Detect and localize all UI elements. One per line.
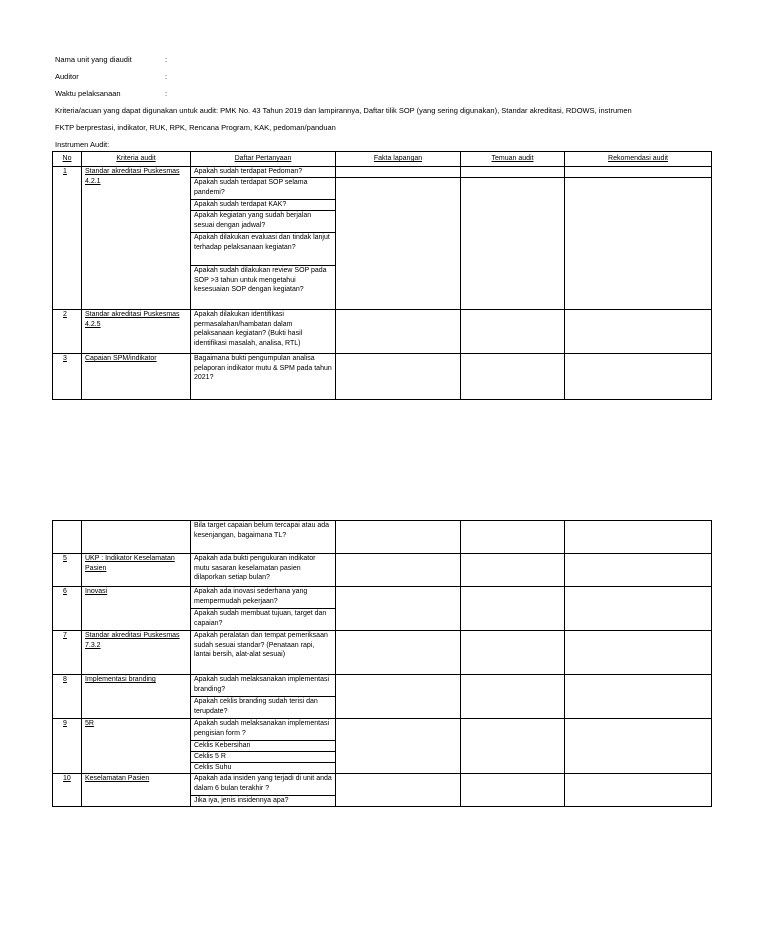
auditor-colon: : xyxy=(165,72,168,81)
row-kriteria xyxy=(82,675,191,719)
question-cell: Bagaimana bukti pengumpulan analisa pelaporan indikator mutu & SPM pada tahun 2021? xyxy=(191,354,336,400)
audit-table-2 xyxy=(52,520,712,807)
fakta-cell[interactable] xyxy=(336,521,461,554)
row-kriteria xyxy=(82,554,191,587)
unit-label: Nama unit yang diaudit xyxy=(55,55,132,64)
fakta-cell[interactable] xyxy=(336,354,461,400)
temuan-cell[interactable] xyxy=(461,631,565,675)
question-cell: Apakah sudah terdapat KAK? xyxy=(191,200,336,211)
row-kriteria xyxy=(82,587,191,631)
fakta-cell[interactable] xyxy=(336,167,461,178)
kriteria-text: 5R xyxy=(85,720,94,727)
table-row xyxy=(53,774,712,796)
row-kriteria xyxy=(82,774,191,807)
table-header-row xyxy=(53,152,712,167)
kriteria-text: Standar akreditasi Puskesmas 4.2.1 xyxy=(85,168,180,185)
rekomendasi-cell[interactable] xyxy=(565,310,712,354)
rekomendasi-cell[interactable] xyxy=(565,631,712,675)
row-no xyxy=(53,521,82,554)
row-no: 8 xyxy=(53,675,82,719)
question-cell: Ceklis 5 R xyxy=(191,752,336,763)
rekomendasi-cell[interactable] xyxy=(565,354,712,400)
fakta-cell[interactable] xyxy=(336,774,461,807)
audit-table-1 xyxy=(52,151,712,400)
kriteria-line-1: Kriteria/acuan yang dapat digunakan untuk audit: PMK No. 43 Tahun 2019 dan lampirannya, Daftar tilik SOP (yang sering digunakan), Standar akreditasi, RDOWS, instrumen xyxy=(55,106,632,115)
rekomendasi-cell[interactable] xyxy=(565,587,712,631)
row-kriteria xyxy=(82,521,191,554)
header-temuan: Temuan audit xyxy=(461,152,565,167)
unit-colon: : xyxy=(165,55,168,64)
field-auditor xyxy=(55,72,167,82)
fakta-cell[interactable] xyxy=(336,587,461,631)
temuan-cell[interactable] xyxy=(461,521,565,554)
auditor-label: Auditor xyxy=(55,72,79,81)
instrumen-label: Instrumen Audit: xyxy=(55,140,110,149)
question-cell: Apakah sudah melaksanakan implementasi pengisian form ? xyxy=(191,719,336,741)
waktu-label: Waktu pelaksanaan xyxy=(55,89,121,98)
row-kriteria xyxy=(82,719,191,774)
question-cell: Apakah sudah membuat tujuan, target dan capaian? xyxy=(191,609,336,631)
kriteria-line-2: FKTP berprestasi, indikator, RUK, RPK, Rencana Program, KAK, pedoman/panduan xyxy=(55,123,336,132)
waktu-colon: : xyxy=(165,89,168,98)
rekomendasi-cell[interactable] xyxy=(565,167,712,178)
row-no: 7 xyxy=(53,631,82,675)
fakta-cell[interactable] xyxy=(336,178,461,310)
fakta-cell[interactable] xyxy=(336,719,461,774)
question-cell: Apakah dilakukan identifikasi permasalahan/hambatan dalam pelaksanaan kegiatan? (Bukti hasil identifikasi masalah, analisa, RTL) xyxy=(191,310,336,354)
temuan-cell[interactable] xyxy=(461,774,565,807)
rekomendasi-cell[interactable] xyxy=(565,675,712,719)
fakta-cell[interactable] xyxy=(336,310,461,354)
row-no: 6 xyxy=(53,587,82,631)
kriteria-text: Keselamatan Pasien xyxy=(85,775,150,782)
kriteria-text: Capaian SPM/indikator xyxy=(85,355,157,362)
row-kriteria xyxy=(82,354,191,400)
table-row xyxy=(53,354,712,400)
rekomendasi-cell[interactable] xyxy=(565,178,712,310)
temuan-cell[interactable] xyxy=(461,719,565,774)
table-row xyxy=(53,554,712,587)
question-cell: Apakah sudah dilakukan review SOP pada SOP >3 tahun untuk mengetahui kesesuaian SOP dengan kegiatan? xyxy=(191,266,336,310)
row-no: 2 xyxy=(53,310,82,354)
question-cell: Apakah sudah terdapat SOP selama pandemi? xyxy=(191,178,336,200)
row-no: 9 xyxy=(53,719,82,774)
question-cell: Apakah ada inovasi sederhana yang mempermudah pekerjaan? xyxy=(191,587,336,609)
header-fakta: Fakta lapangan xyxy=(336,152,461,167)
header-kriteria: Kriteria audit xyxy=(82,152,191,167)
question-cell: Bila target capaian belum tercapai atau ada kesenjangan, bagaimana TL? xyxy=(191,521,336,554)
field-unit xyxy=(55,55,167,65)
question-cell: Apakah ada insiden yang terjadi di unit anda dalam 6 bulan terakhir ? xyxy=(191,774,336,796)
fakta-cell[interactable] xyxy=(336,631,461,675)
row-no: 5 xyxy=(53,554,82,587)
question-cell: Apakah peralatan dan tempat pemeriksaan sudah sesuai standar? (Penataan rapi, lantai bersih, alat-alat sesuai) xyxy=(191,631,336,675)
table-row xyxy=(53,310,712,354)
kriteria-text: Standar akreditasi Puskesmas 4.2.5 xyxy=(85,311,180,328)
rekomendasi-cell[interactable] xyxy=(565,521,712,554)
question-cell: Apakah sudah melaksanakan implementasi branding? xyxy=(191,675,336,697)
temuan-cell[interactable] xyxy=(461,675,565,719)
field-waktu xyxy=(55,89,167,99)
fakta-cell[interactable] xyxy=(336,554,461,587)
table-row xyxy=(53,587,712,609)
header-no: No xyxy=(53,152,82,167)
question-cell: Jika iya, jenis insidennya apa? xyxy=(191,796,336,807)
kriteria-text: Standar akreditasi Puskesmas 7.3.2 xyxy=(85,632,180,649)
table-row xyxy=(53,675,712,697)
question-cell: Ceklis Kebersihan xyxy=(191,741,336,752)
kriteria-text: UKP : Indikator Keselamatan Pasien xyxy=(85,555,175,572)
table-row xyxy=(53,521,712,554)
table-row xyxy=(53,167,712,178)
question-cell: Ceklis Suhu xyxy=(191,763,336,774)
row-kriteria xyxy=(82,310,191,354)
question-cell: Apakah kegiatan yang sudah berjalan sesuai dengan jadwal? xyxy=(191,211,336,233)
header-rekomendasi: Rekomendasi audit xyxy=(565,152,712,167)
temuan-cell[interactable] xyxy=(461,167,565,178)
temuan-cell[interactable] xyxy=(461,354,565,400)
question-cell: Apakah ada bukti pengukuran indikator mutu sasaran keselamatan pasien dilaporkan setiap bulan? xyxy=(191,554,336,587)
header-pertanyaan: Daftar Pertanyaan xyxy=(191,152,336,167)
row-kriteria xyxy=(82,167,191,310)
temuan-cell[interactable] xyxy=(461,310,565,354)
temuan-cell[interactable] xyxy=(461,554,565,587)
kriteria-text: Inovasi xyxy=(85,588,108,595)
row-kriteria xyxy=(82,631,191,675)
rekomendasi-cell[interactable] xyxy=(565,554,712,587)
temuan-cell[interactable] xyxy=(461,587,565,631)
question-cell: Apakah ceklis branding sudah terisi dan terupdate? xyxy=(191,697,336,719)
kriteria-text: Implementasi branding xyxy=(85,676,156,683)
temuan-cell[interactable] xyxy=(461,178,565,310)
row-no: 10 xyxy=(53,774,82,807)
rekomendasi-cell[interactable] xyxy=(565,774,712,807)
row-no: 1 xyxy=(53,167,82,310)
table-row xyxy=(53,631,712,675)
rekomendasi-cell[interactable] xyxy=(565,719,712,774)
question-cell: Apakah sudah terdapat Pedoman? xyxy=(191,167,336,178)
fakta-cell[interactable] xyxy=(336,675,461,719)
table-row xyxy=(53,719,712,741)
row-no: 3 xyxy=(53,354,82,400)
question-cell: Apakah dilakukan evaluasi dan tindak lanjut terhadap pelaksanaan kegiatan? xyxy=(191,233,336,266)
